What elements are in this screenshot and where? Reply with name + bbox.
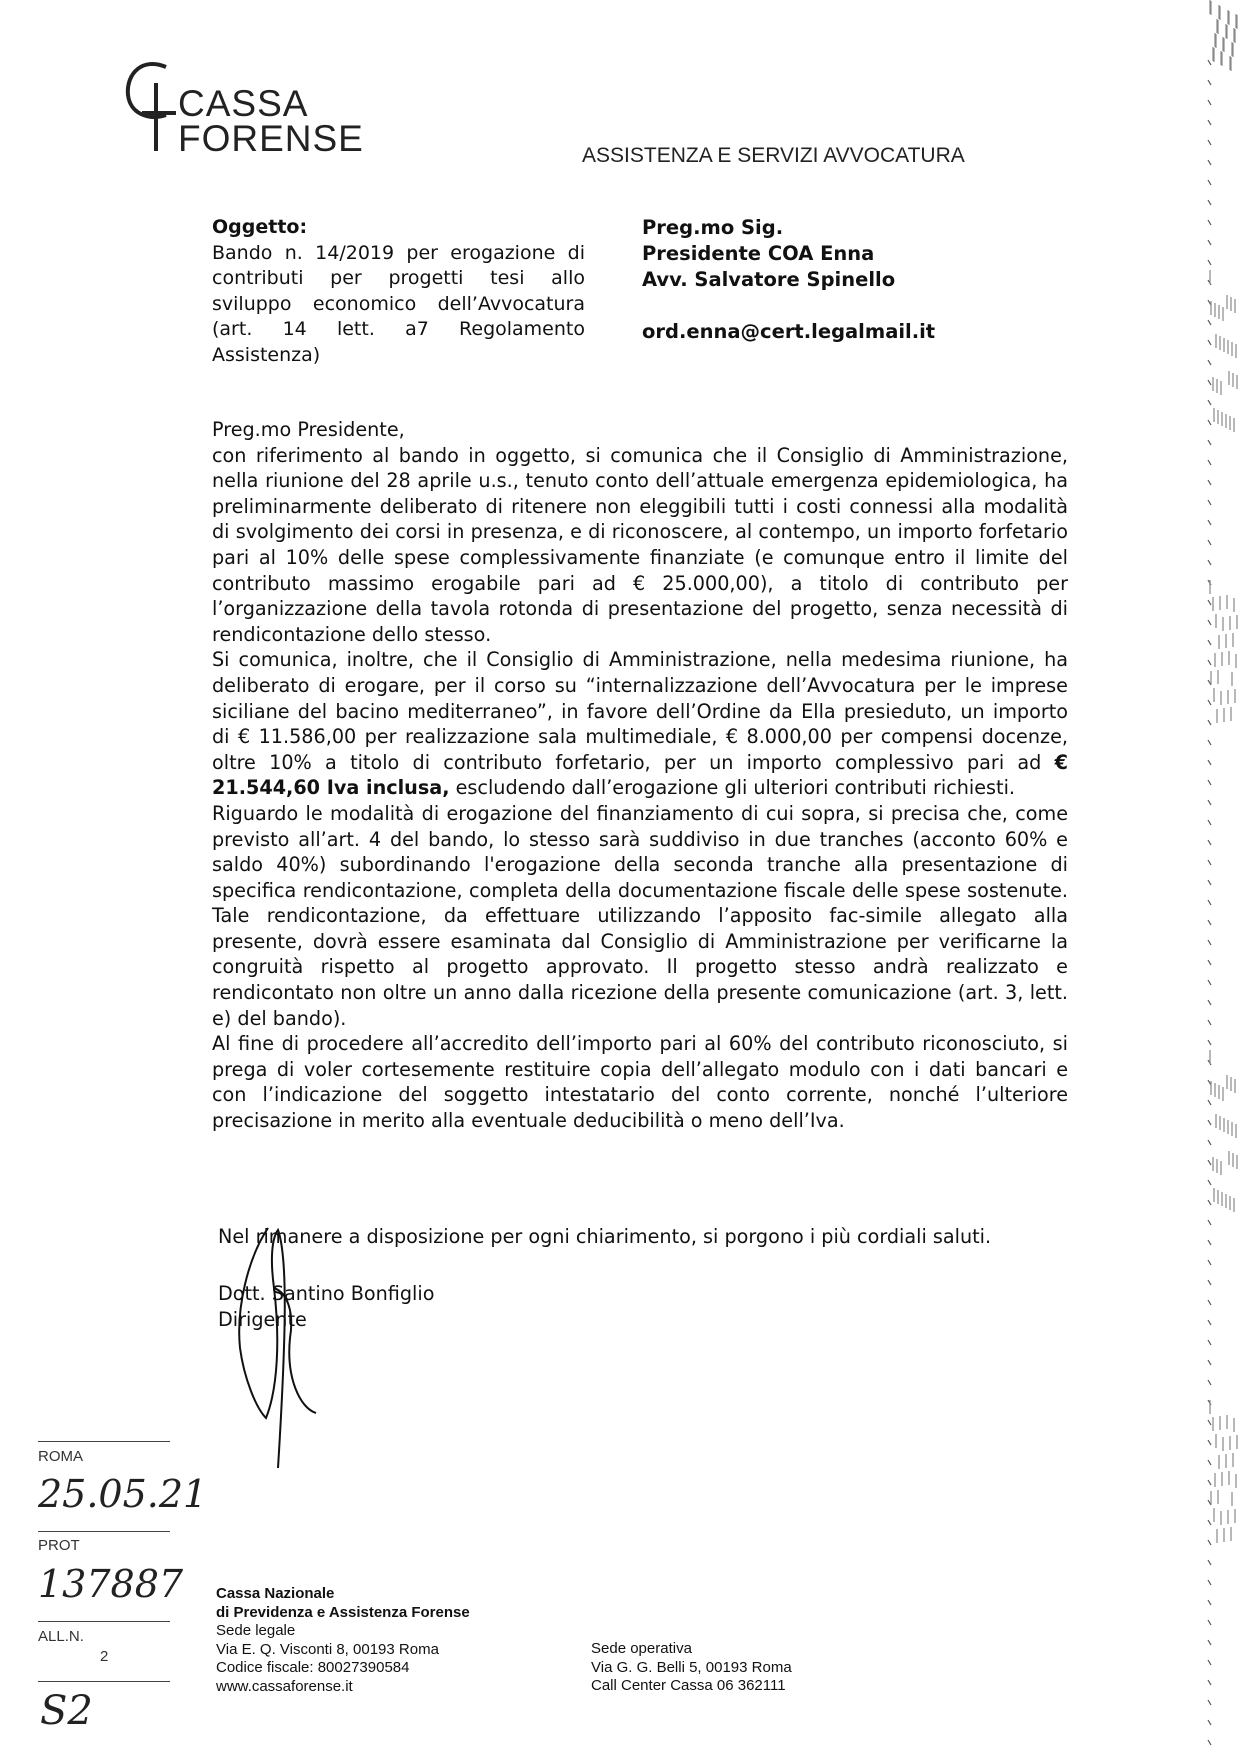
stamp-line-top [38,1441,170,1442]
scan-edge-mark [1208,620,1211,625]
scan-edge-mark [1208,1680,1211,1685]
scan-edge-mark [1208,920,1211,925]
letter-body [212,417,1068,1134]
logo-text-forense: FORENSE [178,118,364,159]
scan-edge-mark [1208,900,1211,905]
scan-edge-mark [1208,1000,1211,1005]
scan-edge-mark [1208,1440,1211,1445]
stamp-line-mid [38,1531,170,1532]
scan-edge-mark [1208,760,1211,765]
scan-edge-mark [1208,1280,1211,1285]
signatory-name: Dott. Santino Bonfiglio [218,1282,435,1305]
scan-edge-mark [1208,1600,1211,1605]
subject-label: Oggetto: [212,216,308,238]
scan-edge-mark [1208,1460,1211,1465]
footer-sede-label: Sede legale [216,1622,296,1639]
paragraph-2-text-b: escludendo dall’erogazione gli ulteriori contributi richiesti. [449,776,1015,800]
scan-edge-mark [1208,1200,1211,1205]
closing-line: Nel rimanere a disposizione per ogni chiarimento, si porgono i più cordiali saluti. [218,1225,992,1248]
scan-edge-mark [1208,1480,1211,1485]
scan-edge-mark [1208,1520,1211,1525]
scan-edge-mark [1208,660,1211,665]
paragraph-3: Riguardo le modalità di erogazione del finanziamento di cui sopra, si precisa che, come previsto all’art. 4 del bando, lo stesso sarà suddiviso in due tranches (acconto 60% e saldo 40%) subordinando l'erogazione della seconda tranche alla presentazione di specifica rendicontazione, completa della documentazione fiscale delle spese sostenute. Tale rendicontazione, da effettuare utilizzando l’apposito fac-simile allegato alla presente, dovrà essere esaminata dal Consiglio di Amministrazione per verificarne la congruità rispetto al progetto approvato. Il progetto stesso andrà realizzato e rendicontato non oltre un anno dalla ricezione della presente comunicazione (art. 3, lett. e) del bando). [212,801,1068,1030]
scan-edge-mark [1208,1340,1211,1345]
scan-edge-mark [1208,1240,1211,1245]
logo-text-cassa: CASSA [178,83,309,124]
recipient-email: ord.enna@cert.legalmail.it [642,320,936,343]
scan-edge-mark [1208,160,1211,165]
scan-edge-mark [1208,480,1211,485]
scan-edge-mark [1208,980,1211,985]
stamp-line-low [38,1621,170,1622]
stamp-prot-label: PROT [38,1537,80,1554]
paragraph-2 [212,647,1068,801]
scan-edge-mark [1208,1020,1211,1025]
paragraph-2-text-a: Si comunica, inoltre, che il Consiglio di Amministrazione, nella medesima riunione, ha deliberato di erogare, per il corso su “internalizzazione dell’Avvocatura per le imprese siciliane del bacino mediterraneo”, in favore dell’Ordine da Ella presieduto, un importo di € 11.586,00 per realizzazione sala multimediale, € 8.000,00 per compensi docenze, oltre 10% a titolo di contributo forfetario, per un importo complessivo pari ad [212,648,1068,774]
stamp-line-bottom [38,1681,170,1682]
scan-edge-mark [1208,1160,1211,1165]
signatory-role: Dirigente [218,1308,307,1331]
stamp-alln-value: 2 [100,1648,109,1665]
subject-block [212,215,585,368]
scan-edge-mark [1208,800,1211,805]
subject-text: Bando n. 14/2019 per erogazione di contributi per progetti tesi allo sviluppo economico dell’Avvocatura (art. 14 lett. a7 Regolamento Assistenza) [212,241,585,366]
footer-org-line1: Cassa Nazionale [216,1585,335,1602]
scan-edge-mark [1208,1420,1211,1425]
scan-edge-mark [1208,240,1211,245]
footer-sede-address: Via E. Q. Visconti 8, 00193 Roma [216,1640,439,1658]
footer-legal-address [216,1585,470,1696]
scan-edge-mark [1208,1720,1211,1725]
department-heading: ASSISTENZA E SERVIZI AVVOCATURA [582,144,965,167]
stamp-initials: S2 [40,1688,93,1734]
scan-edge-mark [1208,740,1211,745]
recipient-name: Avv. Salvatore Spinello [642,268,896,291]
scan-edge-mark [1208,440,1211,445]
stamp-roma-label: ROMA [38,1448,83,1465]
recipient-role: Presidente COA Enna [642,242,875,265]
scan-edge-mark [1208,520,1211,525]
scan-edge-mark [1208,220,1211,225]
stamp-alln-label: ALL.N. [38,1628,84,1645]
scan-edge-mark [1208,1360,1211,1365]
scan-edge-mark [1208,1220,1211,1225]
scan-edge-mark [1208,640,1211,645]
scan-edge-mark [1208,1380,1211,1385]
scan-edge-mark [1208,940,1211,945]
scan-edge-mark [1208,820,1211,825]
scan-edge-mark [1208,140,1211,145]
scan-edge-mark [1208,200,1211,205]
scan-edge-mark [1208,1700,1211,1705]
scan-edge-mark [1208,1100,1211,1105]
footer-op-label: Sede operativa [591,1640,692,1657]
scan-edge-mark [1208,60,1211,65]
footer-operational-address [591,1640,792,1696]
scan-edge-mark [1208,1560,1211,1565]
footer-tax-code: Codice fiscale: 80027390584 [216,1659,410,1676]
scan-edge-mark [1208,600,1211,605]
scan-edge-mark [1208,1660,1211,1665]
scan-edge-mark [1208,880,1211,885]
stamp-date: 25.05.21 [38,1472,208,1516]
cassa-forense-logo [118,55,398,159]
footer-call-center: Call Center Cassa 06 362111 [591,1677,786,1694]
scan-edge-mark [1208,320,1211,325]
scan-edge-mark [1208,500,1211,505]
scan-edge-mark [1208,1580,1211,1585]
scan-edge-mark [1208,720,1211,725]
scan-edge-mark [1208,100,1211,105]
scan-edge-mark [1208,1540,1211,1545]
scan-edge-mark [1208,700,1211,705]
scan-edge-mark [1208,460,1211,465]
stamp-prot-number: 137887 [38,1562,184,1606]
scan-edge-mark [1208,360,1211,365]
salutation: Preg.mo Presidente, [212,418,405,441]
footer-org-line2: di Previdenza e Assistenza Forense [216,1603,470,1621]
scan-edge-mark [1208,1040,1211,1045]
scan-edge-mark [1208,260,1211,265]
scan-edge-mark [1208,1260,1211,1265]
scan-edge-mark [1208,180,1211,185]
scan-edge-mark [1208,1620,1211,1625]
scan-edge-mark [1208,1320,1211,1325]
scan-edge-mark [1208,1180,1211,1185]
paragraph-1: con riferimento al bando in oggetto, si comunica che il Consiglio di Amministrazione, nella riunione del 28 aprile u.s., tenuto conto dell’attuale emergenza epidemiologica, ha preliminarmente deliberato di ritenere non eleggibili tutti i costi connessi alla modalità di svolgimento dei corsi in presenza, e di riconoscere, al contempo, un importo forfetario pari al 10% delle spese complessivamente finanziate (e comunque entro il limite del contributo massimo erogabile pari ad € 25.000,00), a titolo di contributo per l’organizzazione della tavola rotonda di presentazione del progetto, senza necessità di rendicontazione dello stesso. [212,443,1068,646]
scan-edge-mark [1208,780,1211,785]
scan-edge-mark [1208,560,1211,565]
paragraph-4: Al fine di procedere all’accredito dell’importo pari al 60% del contributo riconosciuto, si prega di voler cortesemente restituire copia dell’allegato modulo con i dati bancari e con l’indicazione del soggetto intestatario del conto corrente, nonché l’ulteriore precisazione in merito alla eventuale deducibilità o meno dell’Iva. [212,1032,1068,1133]
scan-edge-mark [1208,840,1211,845]
scan-edge-artifact [1170,0,1240,1754]
scan-edge-mark [1208,400,1211,405]
scan-edge-mark [1208,1640,1211,1645]
scan-edge-mark [1208,1300,1211,1305]
scan-edge-mark [1208,380,1211,385]
scan-edge-mark [1208,860,1211,865]
recipient-title: Preg.mo Sig. [642,216,784,239]
scan-edge-mark [1208,120,1211,125]
recipient-block [642,215,935,345]
scan-edge-mark [1208,960,1211,965]
scan-edge-mark [1208,540,1211,545]
handwritten-signature-icon [228,1218,338,1478]
scan-edge-mark [1208,340,1211,345]
footer-op-address: Via G. G. Belli 5, 00193 Roma [591,1658,792,1676]
paragraph-2-amount: € 21.544,60 Iva inclusa, [212,750,1068,800]
scan-edge-mark [1208,420,1211,425]
scan-edge-mark [1208,80,1211,85]
scan-edge-mark [1208,1120,1211,1125]
scan-edge-mark [1208,1740,1211,1745]
footer-website: www.cassaforense.it [216,1677,353,1695]
scan-edge-mark [1208,1140,1211,1145]
